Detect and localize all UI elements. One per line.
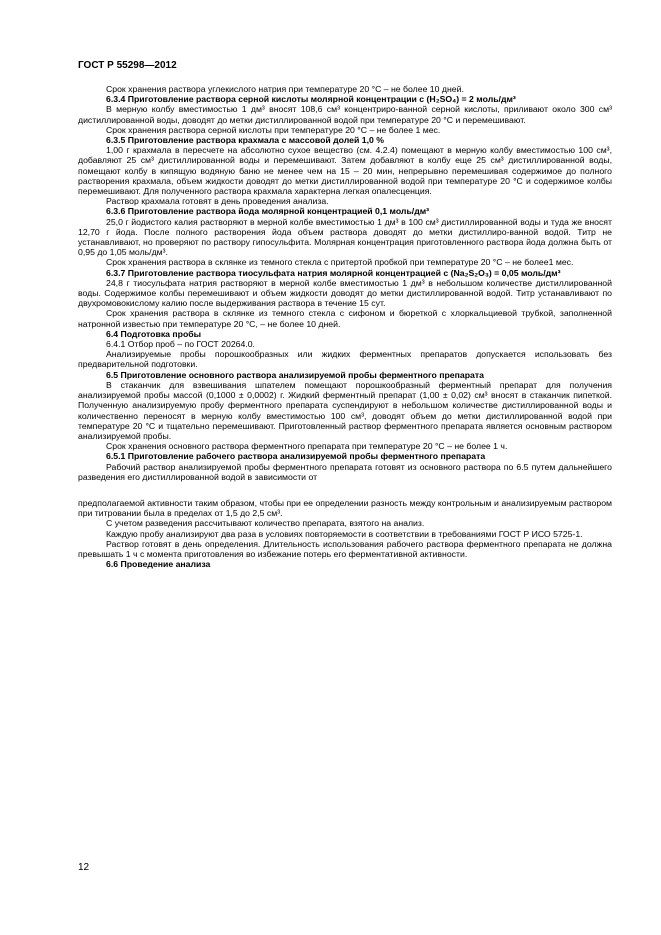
section-heading: 6.4 Подготовка пробы — [106, 328, 202, 339]
paragraph: В стаканчик для взвешивания шпателем помещают порошкообразный ферментный препарат для получения анализируемой пробы массой (0,1000 ± 0,0002) г. Жидкий ферментный препарат (1,00 ± 0,02) см³ вносят в стаканчик пипеткой. Полученную анализируемую пробу ферментного препарата суспендируют в небольшом количестве дистиллированной воды и количественно переносят в мерную колбу вместимостью 100 см³, доводят объем до метки дистиллированной водой при температуре 20 °С и тщательно перемешивают. Приготовленный раствор ферментного препарата является основным раствором анализируемой пробы. — [78, 379, 612, 441]
paragraph: Каждую пробу анализируют два раза в условиях повторяемости в соответствии в требованиями ГОСТ Р ИСО 5725-1. — [106, 528, 583, 539]
paragraph: Срок хранения раствора в склянке из темного стекла с сифоном и бюреткой с хлоркальциевой трубкой, заполненной натронной известью при температуре 20 °С, – не более 10 дней. — [78, 308, 612, 329]
paragraph: предполагаемой активности таким образом, чтобы при ее определении разность между контрольным и анализируемым раствором при титровании была в пределах от 1,5 до 2,5 см³. — [78, 497, 612, 519]
section-heading: 6.3.5 Приготовление раствора крахмала с массовой долей 1,0 % — [106, 135, 384, 146]
section-heading: 6.3.6 Приготовление раствора йода молярной концентрацией 0,1 моль/дм³ — [106, 206, 430, 217]
section-heading: 6.3.4 Приготовление раствора серной кислоты молярной концентрации с (H₂SO₄) = 2 моль/дм³ — [106, 94, 516, 105]
paragraph: В мерную колбу вместимостью 1 дм³ вносят 108,6 см³ концентриро-ванной серной кислоты, приливают около 300 см³ дистиллированной воды, доводят до метки дистиллированной водой при температуре 20 °С и перемешивают. — [78, 104, 612, 125]
paragraph: С учетом разведения рассчитывают количество препарата, взятого на анализ. — [106, 518, 425, 529]
document-body — [78, 84, 612, 569]
section-heading: 6.5 Приготовление основного раствора анализируемой пробы ферментного препарата — [106, 369, 484, 380]
section-heading: 6.3.7 Приготовление раствора тиосульфата натрия молярной концентрацией с (Na₂S₂O₃) = 0,05 моль/дм³ — [106, 267, 561, 278]
paragraph: 24,8 г тиосульфата натрия растворяют в мерной колбе вместимостью 1 дм³ в небольшом количестве дистиллированной воды. Содержимое колбы перемешивают и объем жидкости доводят до метки дистиллированной водой. Титр устанавливают по двухромовокислому калию после выдерживания раствора в течение 15 сут. — [78, 277, 612, 309]
paragraph: Срок хранения основного раствора ферментного препарата при температуре 20 °С – не более 1 ч. — [106, 441, 508, 452]
section-heading: 6.5.1 Приготовление рабочего раствора анализируемой пробы ферментного препарата — [106, 451, 486, 462]
paragraph: Рабочий раствор анализируемой пробы ферментного препарата готовят из основного раствора по 6.5 путем дальнейшего разведения его дистиллированной водой в зависимости от — [78, 461, 612, 482]
paragraph: 1,00 г крахмала в пересчете на абсолютно сухое вещество (см. 4.2.4) помещают в мерную колбу вместимостью 100 см³, добавляют 25 см³ дистиллированной воды и перемешивают. Затем добавляют в колбу еще 25 см³ дистиллированной воды, помещают колбу в кипящую водяную баню не менее чем на 15 – 20 мин, непрерывно перемешивая содержимое до полного растворения крахмала, объем жидкости доводят до метки дистиллированной водой при температуре 20 °С и содержимое колбы перемешивают. Для полученного раствора крахмала характерна легкая опалесценция. — [78, 145, 612, 197]
paragraph: Раствор готовят в день определения. Длительность использования рабочего раствора ферментного препарата не должна превышать 1 ч с момента приготовления во избежание потерь его ферментативной активности. — [78, 538, 612, 559]
paragraph: Раствор крахмала готовят в день проведения анализа. — [106, 196, 329, 207]
paragraph: Срок хранения раствора в склянке из темного стекла с притертой пробкой при температуре 20 °С – не более1 мес. — [106, 257, 574, 268]
document-header: ГОСТ Р 55298—2012 — [78, 60, 177, 71]
section-heading: 6.6 Проведение анализа — [106, 559, 211, 570]
paragraph: Срок хранения раствора серной кислоты при температуре 20 °С – не более 1 мес. — [106, 124, 441, 135]
paragraph: 25,0 г йодистого калия растворяют в мерной колбе вместимостью 1 дм³ в 100 см³ дистиллированной воды и туда же вносят 12,70 г йода. После полного растворения йода объем раствора доводят до метки дистиллиро-ванной водой. Титр не устанавливают, но проверяют по раствору гипосульфита. Молярная концентрация приготовленного раствора йода должна быть от 0,95 до 1,05 моль/дм³. — [78, 216, 612, 258]
paragraph: Анализируемые пробы порошкообразных или жидких ферментных препаратов допускается использовать без предварительной подготовки. — [78, 349, 612, 370]
paragraph: 6.4.1 Отбор проб – по ГОСТ 20264.0. — [106, 339, 255, 350]
paragraph: Срок хранения раствора углекислого натрия при температуре 20 °С – не более 10 дней. — [106, 84, 464, 94]
page-gap — [78, 482, 612, 498]
page-number: 12 — [78, 862, 90, 873]
